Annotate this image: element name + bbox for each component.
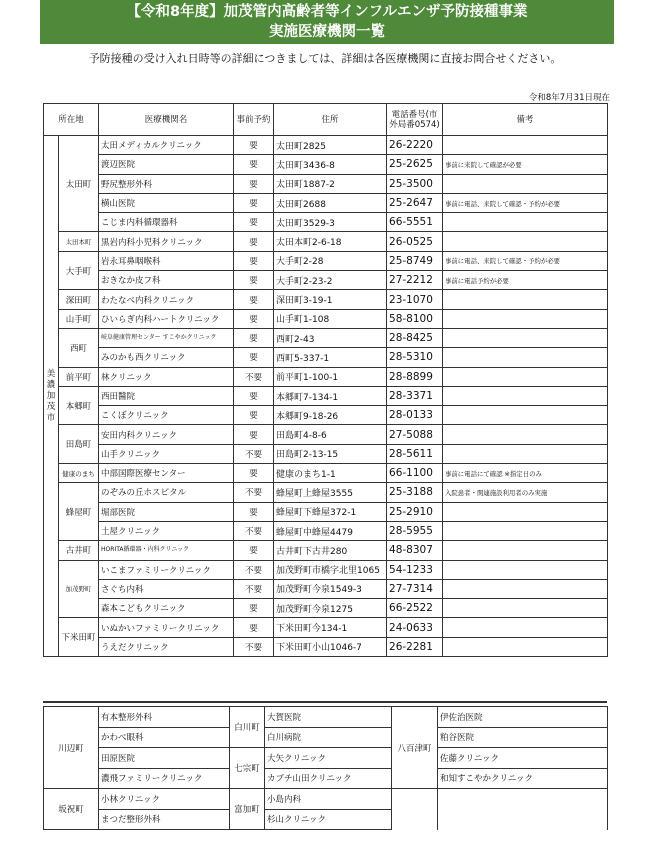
clinic-name: さぐち内科 xyxy=(99,579,234,598)
header-reserve: 事前予約 xyxy=(234,104,274,136)
reservation-cell: 不要 xyxy=(234,521,274,540)
reservation-cell: 要 xyxy=(234,251,274,270)
table-row xyxy=(44,618,608,637)
clinic-name: 小島内科 xyxy=(265,789,392,810)
clinic-name: 堀部医院 xyxy=(99,502,234,521)
phone-cell: 25-3188 xyxy=(387,483,443,502)
reservation-cell: 要 xyxy=(234,309,274,328)
table-row xyxy=(44,560,608,579)
clinic-name: HORITA循環器・内科クリニック xyxy=(99,541,234,560)
table-row xyxy=(44,444,608,463)
reservation-cell: 要 xyxy=(234,618,274,637)
phone-cell: 58-8100 xyxy=(387,309,443,328)
table-row xyxy=(44,425,608,444)
clinic-name: 土屋クリニック xyxy=(99,521,234,540)
address-cell: 蜂屋町中蜂屋4479 xyxy=(274,521,387,540)
area-cell: 前平町 xyxy=(59,367,99,386)
phone-cell: 66-5551 xyxy=(387,213,443,232)
notes-cell xyxy=(443,502,608,521)
clinic-name: 和知すこやかクリニック xyxy=(438,768,608,789)
clinic-name: 伊佐治医院 xyxy=(438,707,608,728)
as-of-date: 令和8年7月31日現在 xyxy=(528,93,610,103)
clinic-name: 白川病院 xyxy=(265,727,392,748)
reservation-cell: 不要 xyxy=(234,483,274,502)
blank-cell xyxy=(392,809,438,830)
notes-cell xyxy=(443,174,608,193)
table-row xyxy=(44,136,608,155)
reservation-cell: 要 xyxy=(234,174,274,193)
address-cell: 太田町1887-2 xyxy=(274,174,387,193)
table-row xyxy=(44,521,608,540)
notes-cell xyxy=(443,328,608,347)
table-row xyxy=(44,348,608,367)
clinic-name: こくぼクリニック xyxy=(99,406,234,425)
phone-cell: 28-0133 xyxy=(387,406,443,425)
notes-cell xyxy=(443,232,608,251)
blank-cell xyxy=(438,789,608,810)
notes-cell xyxy=(443,348,608,367)
address-cell: 大手町2-23-2 xyxy=(274,271,387,290)
clinic-name: 黒岩内科小児科クリニック xyxy=(99,232,234,251)
clinic-name: 山手クリニック xyxy=(99,444,234,463)
clinic-name: 林クリニック xyxy=(99,367,234,386)
reservation-cell: 要 xyxy=(234,464,274,483)
clinic-name: みのかも西クリニック xyxy=(99,348,234,367)
address-cell: 太田町2688 xyxy=(274,193,387,212)
table-row xyxy=(44,309,608,328)
clinic-name: 太田メディカルクリニック xyxy=(99,136,234,155)
address-cell: 太田町3529-3 xyxy=(274,213,387,232)
notes-cell xyxy=(443,618,608,637)
address-cell: 加茂野町今泉1275 xyxy=(274,599,387,618)
reservation-cell: 要 xyxy=(234,136,274,155)
phone-cell: 28-5955 xyxy=(387,521,443,540)
reservation-cell: 要 xyxy=(234,213,274,232)
table-row xyxy=(44,213,608,232)
header-notes: 備考 xyxy=(443,104,608,136)
town-kawabe: 川辺町 xyxy=(44,707,99,789)
table-row xyxy=(44,406,608,425)
table-row xyxy=(44,193,608,212)
header-clinic: 医療機関名 xyxy=(99,104,234,136)
clinic-table xyxy=(43,103,608,657)
clinic-name: 森本こどもクリニック xyxy=(99,599,234,618)
table-row xyxy=(44,290,608,309)
phone-cell: 27-2212 xyxy=(387,271,443,290)
table-row xyxy=(44,367,608,386)
address-cell: 下米田町小山1046-7 xyxy=(274,637,387,656)
reservation-cell: 要 xyxy=(234,155,274,174)
notes-cell: 事前に電話にて確認 ※指定日のみ xyxy=(443,464,608,483)
phone-cell: 25-2625 xyxy=(387,155,443,174)
phone-cell: 28-3371 xyxy=(387,386,443,405)
notes-cell xyxy=(443,560,608,579)
clinic-name: かわべ眼科 xyxy=(99,727,230,748)
area-cell: 蜂屋町 xyxy=(59,483,99,541)
notes-cell xyxy=(443,136,608,155)
notes-cell xyxy=(443,444,608,463)
address-cell: 田島町2-13-15 xyxy=(274,444,387,463)
notes-cell xyxy=(443,425,608,444)
table-row xyxy=(44,541,608,560)
phone-cell: 26-0525 xyxy=(387,232,443,251)
address-cell: 大手町2-28 xyxy=(274,251,387,270)
area-cell: 太田町 xyxy=(59,136,99,232)
blank-cell xyxy=(392,789,438,810)
address-cell: 前平町1-100-1 xyxy=(274,367,387,386)
header-row xyxy=(44,104,608,136)
area-cell: 太田本町 xyxy=(59,232,99,251)
reservation-cell: 要 xyxy=(234,425,274,444)
phone-cell: 28-5310 xyxy=(387,348,443,367)
clinic-name: 野尻整形外科 xyxy=(99,174,234,193)
clinic-name: こじま内科循環器科 xyxy=(99,213,234,232)
clinic-name: 西田醫院 xyxy=(99,386,234,405)
notes-cell xyxy=(443,579,608,598)
phone-cell: 66-2522 xyxy=(387,599,443,618)
phone-cell: 25-2647 xyxy=(387,193,443,212)
notes-cell xyxy=(443,599,608,618)
notes-cell xyxy=(443,213,608,232)
phone-cell: 25-3500 xyxy=(387,174,443,193)
address-cell: 深田町3-19-1 xyxy=(274,290,387,309)
clinic-name: 中部国際医療センター xyxy=(99,464,234,483)
clinic-name: カブチ山田クリニック xyxy=(265,768,392,789)
clinic-name: 大矢クリニック xyxy=(265,748,392,769)
notes-cell xyxy=(443,406,608,425)
clinic-name: 渡辺医院 xyxy=(99,155,234,174)
address-cell: 加茂野町市橋字北里1065 xyxy=(274,560,387,579)
notes-cell xyxy=(443,386,608,405)
clinic-name: いぬかいファミリークリニック xyxy=(99,618,234,637)
reservation-cell: 要 xyxy=(234,290,274,309)
phone-cell: 28-8899 xyxy=(387,367,443,386)
header-tel: 電話番号(市外局番0574) xyxy=(387,104,443,136)
clinic-name: 岐阜健康管理センター すこやかクリニック xyxy=(99,328,234,347)
reservation-cell: 要 xyxy=(234,328,274,347)
clinic-name: いこまファミリークリニック xyxy=(99,560,234,579)
clinic-name: 安田内科クリニック xyxy=(99,425,234,444)
intro-text: 予防接種の受け入れ日時等の詳細につきましては、詳細は各医療機関に直接お問合せください。 xyxy=(88,52,562,65)
area-cell: 下米田町 xyxy=(59,618,99,657)
other-towns-table xyxy=(43,706,608,830)
address-cell: 加茂野町今泉1549-3 xyxy=(274,579,387,598)
address-cell: 蜂屋町下蜂屋372-1 xyxy=(274,502,387,521)
notes-cell xyxy=(443,541,608,560)
reservation-cell: 要 xyxy=(234,193,274,212)
reservation-cell: 不要 xyxy=(234,367,274,386)
reservation-cell: 要 xyxy=(234,502,274,521)
reservation-cell: 不要 xyxy=(234,444,274,463)
town-yaotsu: 八百津町 xyxy=(392,707,438,789)
reservation-cell: 不要 xyxy=(234,579,274,598)
clinic-name: 濃飛ファミリークリニック xyxy=(99,768,230,789)
phone-cell: 27-7314 xyxy=(387,579,443,598)
notes-cell: 事前に電話予約が必要 xyxy=(443,271,608,290)
title-line-1: 【令和8年度】加茂管内高齢者等インフルエンザ予防接種事業 xyxy=(126,4,528,20)
table-row xyxy=(44,483,608,502)
address-cell: 蜂屋町上蜂屋3555 xyxy=(274,483,387,502)
notes-cell xyxy=(443,637,608,656)
address-cell: 山手町1-108 xyxy=(274,309,387,328)
area-cell: 山手町 xyxy=(59,309,99,328)
clinic-name: 田原医院 xyxy=(99,748,230,769)
notes-cell xyxy=(443,309,608,328)
table-row xyxy=(44,502,608,521)
notes-cell: 事前に電話、来院して確認・予約が必要 xyxy=(443,251,608,270)
area-cell: 古井町 xyxy=(59,541,99,560)
table-row xyxy=(44,174,608,193)
clinic-name: わたなべ内科クリニック xyxy=(99,290,234,309)
clinic-name: 小林クリニック xyxy=(99,789,230,810)
phone-cell: 28-8425 xyxy=(387,328,443,347)
address-cell: 西町2-43 xyxy=(274,328,387,347)
address-cell: 下米田町今134-1 xyxy=(274,618,387,637)
address-cell: 健康のまち1-1 xyxy=(274,464,387,483)
notes-cell: 入院患者・関連施設利用者のみ実施 xyxy=(443,483,608,502)
clinic-name: のぞみの丘ホスピタル xyxy=(99,483,234,502)
phone-cell: 25-8749 xyxy=(387,251,443,270)
address-cell: 古井町下古井280 xyxy=(274,541,387,560)
table-row xyxy=(44,155,608,174)
clinic-name: 杉山クリニック xyxy=(265,809,392,830)
clinic-name: 大賀医院 xyxy=(265,707,392,728)
header-area: 所在地 xyxy=(44,104,99,136)
area-cell: 加茂野町 xyxy=(59,560,99,618)
reservation-cell: 要 xyxy=(234,348,274,367)
notes-cell xyxy=(443,367,608,386)
clinic-name: まつだ整形外科 xyxy=(99,809,230,830)
reservation-cell: 不要 xyxy=(234,560,274,579)
phone-cell: 23-1070 xyxy=(387,290,443,309)
address-cell: 本郷町9-18-26 xyxy=(274,406,387,425)
notes-cell: 事前に来院して確認が必要 xyxy=(443,155,608,174)
table-row xyxy=(44,637,608,656)
table-row xyxy=(44,271,608,290)
phone-cell: 26-2220 xyxy=(387,136,443,155)
clinic-name: 横山医院 xyxy=(99,193,234,212)
table-row xyxy=(44,386,608,405)
title-line-2: 実施医療機関一覧 xyxy=(269,24,385,40)
city-label: 美 濃 加 茂 市 xyxy=(44,136,59,657)
town-sakahogi: 坂祝町 xyxy=(44,789,99,830)
clinic-name: 佐藤クリニック xyxy=(438,748,608,769)
phone-cell: 27-5088 xyxy=(387,425,443,444)
reservation-cell: 不要 xyxy=(234,637,274,656)
clinic-name: 有本整形外科 xyxy=(99,707,230,728)
phone-cell: 24-0633 xyxy=(387,618,443,637)
phone-cell: 48-8307 xyxy=(387,541,443,560)
phone-cell: 54-1233 xyxy=(387,560,443,579)
notes-cell xyxy=(443,521,608,540)
header-address: 住所 xyxy=(274,104,387,136)
clinic-name: ひいらぎ内科ハートクリニック xyxy=(99,309,234,328)
clinic-name: うえだクリニック xyxy=(99,637,234,656)
table-row xyxy=(44,464,608,483)
phone-cell: 26-2281 xyxy=(387,637,443,656)
reservation-cell: 要 xyxy=(234,406,274,425)
area-cell: 本郷町 xyxy=(59,386,99,425)
notes-cell: 事前に電話、来院して確認・予約が必要 xyxy=(443,193,608,212)
address-cell: 太田町2825 xyxy=(274,136,387,155)
reservation-cell: 要 xyxy=(234,599,274,618)
table-row xyxy=(44,328,608,347)
area-cell: 深田町 xyxy=(59,290,99,309)
reservation-cell: 要 xyxy=(234,271,274,290)
address-cell: 太田町3436-8 xyxy=(274,155,387,174)
table-row xyxy=(44,579,608,598)
clinic-name: おきなか皮フ科 xyxy=(99,271,234,290)
blank-cell xyxy=(438,809,608,830)
title-banner xyxy=(40,0,614,44)
area-cell: 田島町 xyxy=(59,425,99,464)
address-cell: 太田本町2-6-18 xyxy=(274,232,387,251)
area-cell: 健康のまち xyxy=(59,464,99,483)
notes-cell xyxy=(443,290,608,309)
area-cell: 西町 xyxy=(59,328,99,367)
address-cell: 田島町4-8-6 xyxy=(274,425,387,444)
town-shirakawa: 白川町 xyxy=(230,707,265,748)
clinic-name: 岩永耳鼻咽喉科 xyxy=(99,251,234,270)
table-row xyxy=(44,251,608,270)
town-hichiso: 七宗町 xyxy=(230,748,265,789)
table-row xyxy=(44,232,608,251)
clinic-name: 粕谷医院 xyxy=(438,727,608,748)
phone-cell: 25-2910 xyxy=(387,502,443,521)
phone-cell: 28-5611 xyxy=(387,444,443,463)
reservation-cell: 要 xyxy=(234,386,274,405)
table-row xyxy=(44,599,608,618)
address-cell: 西町5-337-1 xyxy=(274,348,387,367)
area-cell: 大手町 xyxy=(59,251,99,290)
reservation-cell: 要 xyxy=(234,541,274,560)
address-cell: 本郷町7-134-1 xyxy=(274,386,387,405)
reservation-cell: 要 xyxy=(234,232,274,251)
phone-cell: 66-1100 xyxy=(387,464,443,483)
town-tomika: 富加町 xyxy=(230,789,265,830)
